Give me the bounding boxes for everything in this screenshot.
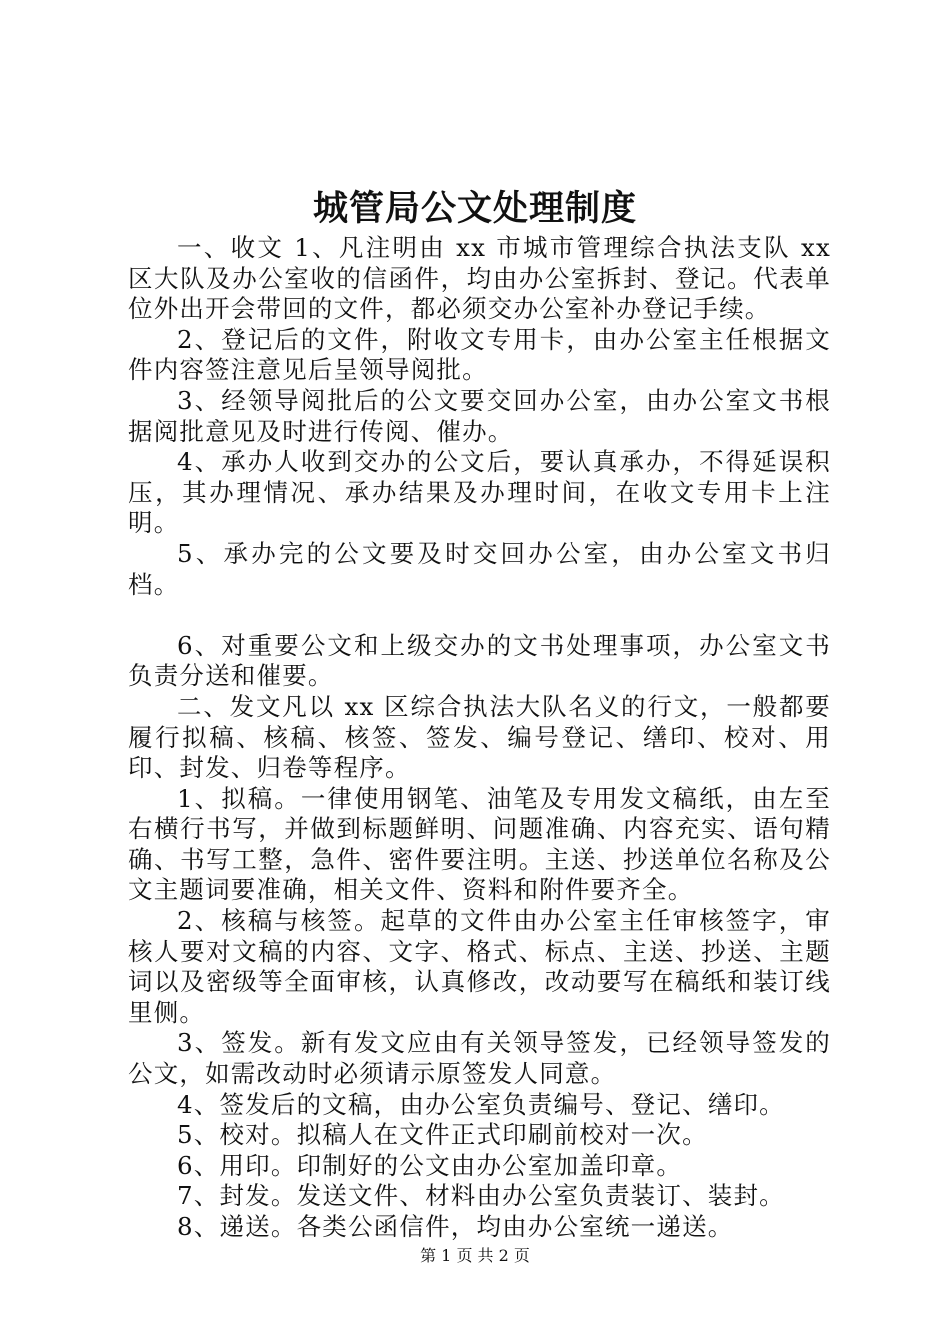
paragraph-receiving-6: 6、对重要公文和上级交办的文书处理事项，办公室文书负责分送和催要。	[128, 630, 831, 691]
document-title: 城管局公文处理制度	[312, 188, 637, 229]
paragraph-sending-7: 7、封发。发送文件、材料由办公室负责装订、装封。	[177, 1181, 785, 1211]
paragraph-sending-3: 3、签发。新有发文应由有关领导签发，已经领导签发的公文，如需改动时必须请示原签发人同意。	[128, 1028, 831, 1089]
paragraph-receiving-3: 3、经领导阅批后的公文要交回办公室，由办公室文书根据阅批意见及时进行传阅、催办。	[128, 385, 831, 446]
paragraph-receiving-2: 2、登记后的文件，附收文专用卡，由办公室主任根据文件内容签注意见后呈领导阅批。	[128, 324, 831, 385]
paragraph-sending-2: 2、核稿与核签。起草的文件由办公室主任审核签字，审核人要对文稿的内容、文字、格式、标点、主送、抄送、主题词以及密级等全面审核，认真修改，改动要写在稿纸和装订线里侧。	[128, 906, 831, 1027]
page-indicator: 第 1 页 共 2 页	[420, 1246, 530, 1265]
paragraph-receiving-5: 5、承办完的公文要及时交回办公室，由办公室文书归档。	[128, 538, 831, 599]
paragraph-sending-8: 8、递送。各类公函信件，均由办公室统一递送。	[177, 1212, 734, 1241]
paragraph-sending-1: 1、拟稿。一律使用钢笔、油笔及专用发文稿纸，由左至右横行书写，并做到标题鲜明、问题准确、内容充实、语句精确、书写工整，急件、密件要注明。主送、抄送单位名称及公文主题词要准确，相关文件、资料和附件要齐全。	[128, 783, 831, 905]
paragraph-sending-5: 5、校对。拟稿人在文件正式印刷前校对一次。	[177, 1120, 708, 1150]
paragraph-receiving-1: 一、收文 1、凡注明由 xx 市城市管理综合执法支队 xx 区大队及办公室收的信函件，均由办公室拆封、登记。代表单位外出开会带回的文件，都必须交办公室补办登记手续。	[128, 233, 831, 324]
paragraph-sending-intro: 二、发文凡以 xx 区综合执法大队名义的行文，一般都要履行拟稿、核稿、核签、签发、编号登记、缮印、校对、用印、封发、归卷等程序。	[128, 691, 831, 783]
paragraph-sending-4: 4、签发后的文稿，由办公室负责编号、登记、缮印。	[177, 1089, 785, 1119]
document-body	[128, 233, 831, 1243]
paragraph-sending-6: 6、用印。印制好的公文由办公室加盖印章。	[177, 1150, 683, 1180]
paragraph-receiving-4: 4、承办人收到交办的公文后，要认真承办，不得延误积压，其办理情况、承办结果及办理时间，在收文专用卡上注明。	[128, 447, 831, 538]
